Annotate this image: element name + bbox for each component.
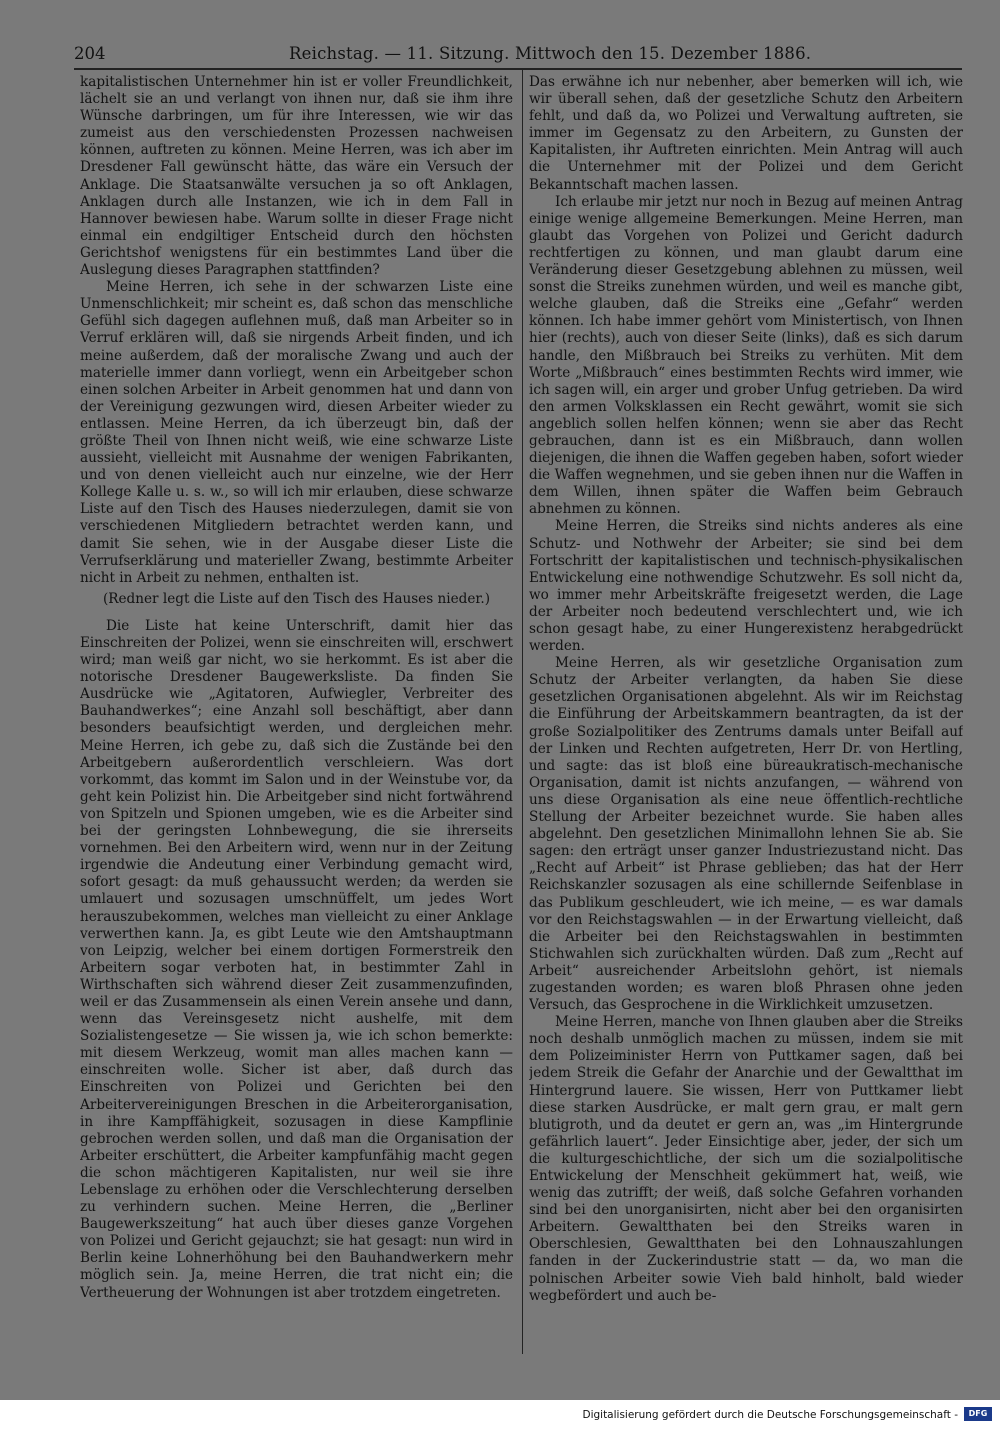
page-number: 204 (74, 44, 106, 63)
column-divider (522, 70, 523, 1354)
paragraph: Meine Herren, als wir gesetzliche Organisation zum Schutz der Arbeiter verlangten, da haben Sie diese gesetzlichen Organisationen abgelehnt. Als wir im Reichstag die Einführung der Arbeitskammern beantragten, da ist der große Sozialpolitiker des Zentrums damals unter Beifall auf der Linken und Rechten aufgetreten, Herr Dr. von Hertling, und sagte: das ist bloß eine büreaukratisch-mechanische Organisation, damit ist nichts anzufangen, — während von uns diese Organisation als eine neue öffentlich-rechtliche Stellung der Arbeiter bezeichnet wurde. Sie haben alles abgelehnt. Den gesetzlichen Minimallohn lehnen Sie ab. Sie sagen: den erträgt unser ganzer Industriezustand nicht. Das „Recht auf Arbeit“ ist Phrase geblieben; das hat der Herr Reichskanzler sozusagen als eine schillernde Seifenblase in das Publikum geschleudert, wie ich meine, — es war damals vor den Reichstagswahlen — in der Erwartung vielleicht, daß die Arbeiter bei den Reichstagswahlen in bestimmten Stichwahlen sich zurückhalten würden. Daß zum „Recht auf Arbeit“ ausreichender Arbeitslohn gehört, ist niemals zugestanden worden; es waren bloß Phrasen ohne jeden Versuch, das Gesprochene in die Wirklichkeit umzusetzen. (529, 655, 963, 1014)
paragraph: Meine Herren, die Streiks sind nichts anderes als eine Schutz- und Nothwehr der Arbeiter; sie sind bei dem Fortschritt der kapitalistischen und technisch-physikalischen Entwickelung eine nothwendige Schutzwehr. Es soll nicht da, wo immer mehr Arbeitskräfte freigesetzt werden, die Lage der Arbeiter noch bedeutend verschlechtert und, wie ich schon gesagt habe, zu einer Hungerexistenz herabgedrückt werden. (529, 518, 963, 655)
paragraph: Die Liste hat keine Unterschrift, damit hier das Einschreiten der Polizei, wenn sie einschreiten will, erschwert wird; man weiß gar nicht, wo sie herkommt. Es ist aber die notorische Dresdener Baugewerksliste. Da finden Sie Ausdrücke wie „Agitatoren, Aufwiegler, Verbreiter des Bauhandwerkes“; eine Anzahl soll beschäftigt, aber dann besonders beaufsichtigt werden, und dergleichen mehr. Meine Herren, ich gebe zu, daß sich die Zustände bei den Arbeitgebern außerordentlich verschleiern. Was dort vorkommt, das kommt im Salon und in der Weinstube vor, da geht kein Polizist hin. Die Arbeitgeber sind nicht fortwährend von Spitzeln und Spionen umgeben, wie es die Arbeiter sind bei der geringsten Lohnbewegung, die sie ihrerseits vornehmen. Bei den Arbeitern wird, wenn nur in der Zeitung irgendwie die Andeutung einer Verbindung gemacht wird, sofort gesagt: da muß gehaussucht werden; da werden sie umlauert und sozusagen umschnüffelt, um jedes Wort herauszubekommen, welches man vielleicht zu einer Anklage verwerthen kann. Ja, es gibt Leute wie den Amtshauptmann von Leipzig, welcher bei einem dortigen Formerstreik den Arbeitern sogar verboten hat, in bestimmter Zahl in Wirthschaften sich während dieser Zeit zusammenzufinden, weil er das Zusammensein als einen Verein ansehe und dann, wenn das Vereinsgesetz nicht aushelfe, mit dem Sozialistengesetze — Sie wissen ja, wie ich schon bemerkte: mit diesem Werkzeug, womit man alles machen kann — einschreiten wolle. Sicher ist aber, daß durch das Einschreiten von Polizei und Gerichten bei den Arbeitervereinigungen Breschen in die Arbeiterorganisation, in ihre Kampffähigkeit, sozusagen in diese Kampflinie gebrochen werden sollen, und daß man die Organisation der Arbeiter erschüttert, die Arbeiter kampfunfähig macht gegen die schon mächtigeren Kapitalisten, nur weil sie ihre Lebenslage zu erhöhen oder die Verschlechterung derselben zu verhindern suchen. Meine Herren, die „Berliner Baugewerkszeitung“ hat auch über dieses ganze Vorgehen von Polizei und Gericht gejauchzt; sie hat gesagt: nun wird in Berlin keine Lohnerhöhung bei den Bauhandwerkern mehr möglich sein. Ja, meine Herren, die trat nicht ein; die Vertheuerung der Wohnungen ist aber trotzdem eingetreten. (80, 617, 513, 1301)
page-title: Reichstag. — 11. Sitzung. Mittwoch den 15. Dezember 1886. (289, 44, 812, 63)
header-rule (74, 68, 962, 70)
paragraph: Meine Herren, ich sehe in der schwarzen Liste eine Unmenschlichkeit; mir scheint es, daß schon das menschliche Gefühl sich dagegen auflehnen muß, daß man Arbeiter so in Verruf erklären will, daß sie nirgends Arbeit finden, und ich meine außerdem, daß der moralische Zwang und auch der materielle immer dann vorliegt, wenn ein Arbeitgeber schon einen solchen Arbeiter in Arbeit genommen hat und dann von der Vereinigung gezwungen wird, diesen Arbeiter wieder zu entlassen. Meine Herren, da ich überzeugt bin, daß der größte Theil von Ihnen nicht weiß, wie eine schwarze Liste aussieht, vielleicht mit Ausnahme der wenigen Fabrikanten, und von denen vielleicht auch nur einzelne, wie der Herr Kollege Kalle u. s. w., so will ich mir erlauben, diese schwarze Liste auf den Tisch des Hauses niederzulegen, damit sie von verschiedenen Mitgliedern betrachtet werden kann, und damit Sie sehen, wie in der Ausgabe dieser Liste die Verrufserklärung und materieller Zwang, bestimmte Arbeiter nicht in Arbeit zu nehmen, enthalten ist. (80, 279, 513, 586)
right-column (529, 74, 963, 1364)
dfg-logo-icon: DFG (964, 1407, 992, 1421)
footer-bar (0, 1400, 1000, 1432)
stage-note: (Redner legt die Liste auf den Tisch des Hauses nieder.) (102, 590, 491, 607)
paragraph: Ich erlaube mir jetzt nur noch in Bezug auf meinen Antrag einige wenige allgemeine Bemerkungen. Meine Herren, man glaubt das Vorgehen von Polizei und Gericht dadurch rechtfertigen zu können, und man glaubt darum eine Veränderung dieser Gesetzgebung ablehnen zu müssen, weil sonst die Streiks zunehmen würden, und weil es manche gibt, welche glauben, daß die Streiks eine „Gefahr“ werden können. Ich habe immer gehört vom Ministertisch, von Ihnen hier (rechts), auch von dieser Seite (links), daß es sich darum handle, den Mißbrauch bei Streiks zu verhüten. Mit dem Worte „Mißbrauch“ eines bestimmten Rechts wird immer, wie ich sagen will, ein arger und grober Unfug getrieben. Da wird den armen Volksklassen ein Recht gewährt, womit sie sich angeblich sollen helfen können; wenn sie aber das Recht gebrauchen, dann ist es ein Mißbrauch, dann wollen diejenigen, die ihnen die Waffen gegeben haben, sofort wieder die Waffen wegnehmen, und sie geben ihnen nur die Waffen in dem Willen, ihnen später die Waffen beim Gebrauch abnehmen zu können. (529, 193, 963, 518)
page-header (74, 42, 954, 68)
paragraph: Das erwähne ich nur nebenher, aber bemerken will ich, wie wir überall sehen, daß der gesetzliche Schutz den Arbeitern fehlt, und daß da, wo Polizei und Verwaltung auftreten, sie immer im Gegensatz zu den Arbeitern, zu Gunsten der Kapitalisten, ihr Auftreten einrichten. Mein Antrag will auch die Unternehmer mit der Polizei und dem Gericht Bekanntschaft machen lassen. (529, 74, 963, 193)
paragraph: Meine Herren, manche von Ihnen glauben aber die Streiks noch deshalb unmöglich machen zu müssen, indem sie mit dem Polizeiminister Herrn von Puttkamer sagen, daß bei jedem Streik die Gefahr der Anarchie und der Gewaltthat im Hintergrund lauere. Sie wissen, Herr von Puttkamer liebt diese starken Ausdrücke, er malt gern grau, er malt gern blutigroth, und da deutet er gern an, was „im Hintergrunde gefährlich lauert“. Jeder Einsichtige aber, jeder, der sich um die kulturgeschichtliche, der sich um die sozialpolitische Entwickelung der Menschheit gekümmert hat, weiß, wie wenig das zutrifft; der weiß, daß solche Gefahren vorhanden sind bei den unorganisirten, nicht aber bei den organisirten Arbeitern. Gewaltthaten bei den Streiks waren in Oberschlesien, Gewaltthaten bei den Lohnauszahlungen fanden in der Zuckerindustrie statt — da, wo man die polnischen Arbeiter sowie Vieh bald hinholt, bald wieder wegbefördert und auch be- (529, 1014, 963, 1304)
left-column (80, 74, 513, 1364)
paragraph: kapitalistischen Unternehmer hin ist er voller Freundlichkeit, lächelt sie an und verlangt von ihnen nur, daß sie ihm ihre Wünsche darbringen, um für ihre Interessen, wie wir das zumeist aus den verschiedensten Prozessen nachweisen können, auftreten zu können. Meine Herren, was ich aber im Dresdener Fall gewünscht hätte, das wäre ein Versuch der Anklage. Die Staatsanwälte versuchen ja so oft Anklagen, Anklagen durch alle Instanzen, wie ich in dem Fall in Hannover bewiesen habe. Warum sollte in dieser Frage nicht einmal ein endgiltiger Entscheid durch den höchsten Gerichtshof wenigstens für ein bestimmtes Land über die Auslegung dieses Paragraphen stattfinden? (80, 74, 513, 279)
footer-credit: Digitalisierung gefördert durch die Deutsche Forschungsgemeinschaft - (582, 1409, 958, 1421)
